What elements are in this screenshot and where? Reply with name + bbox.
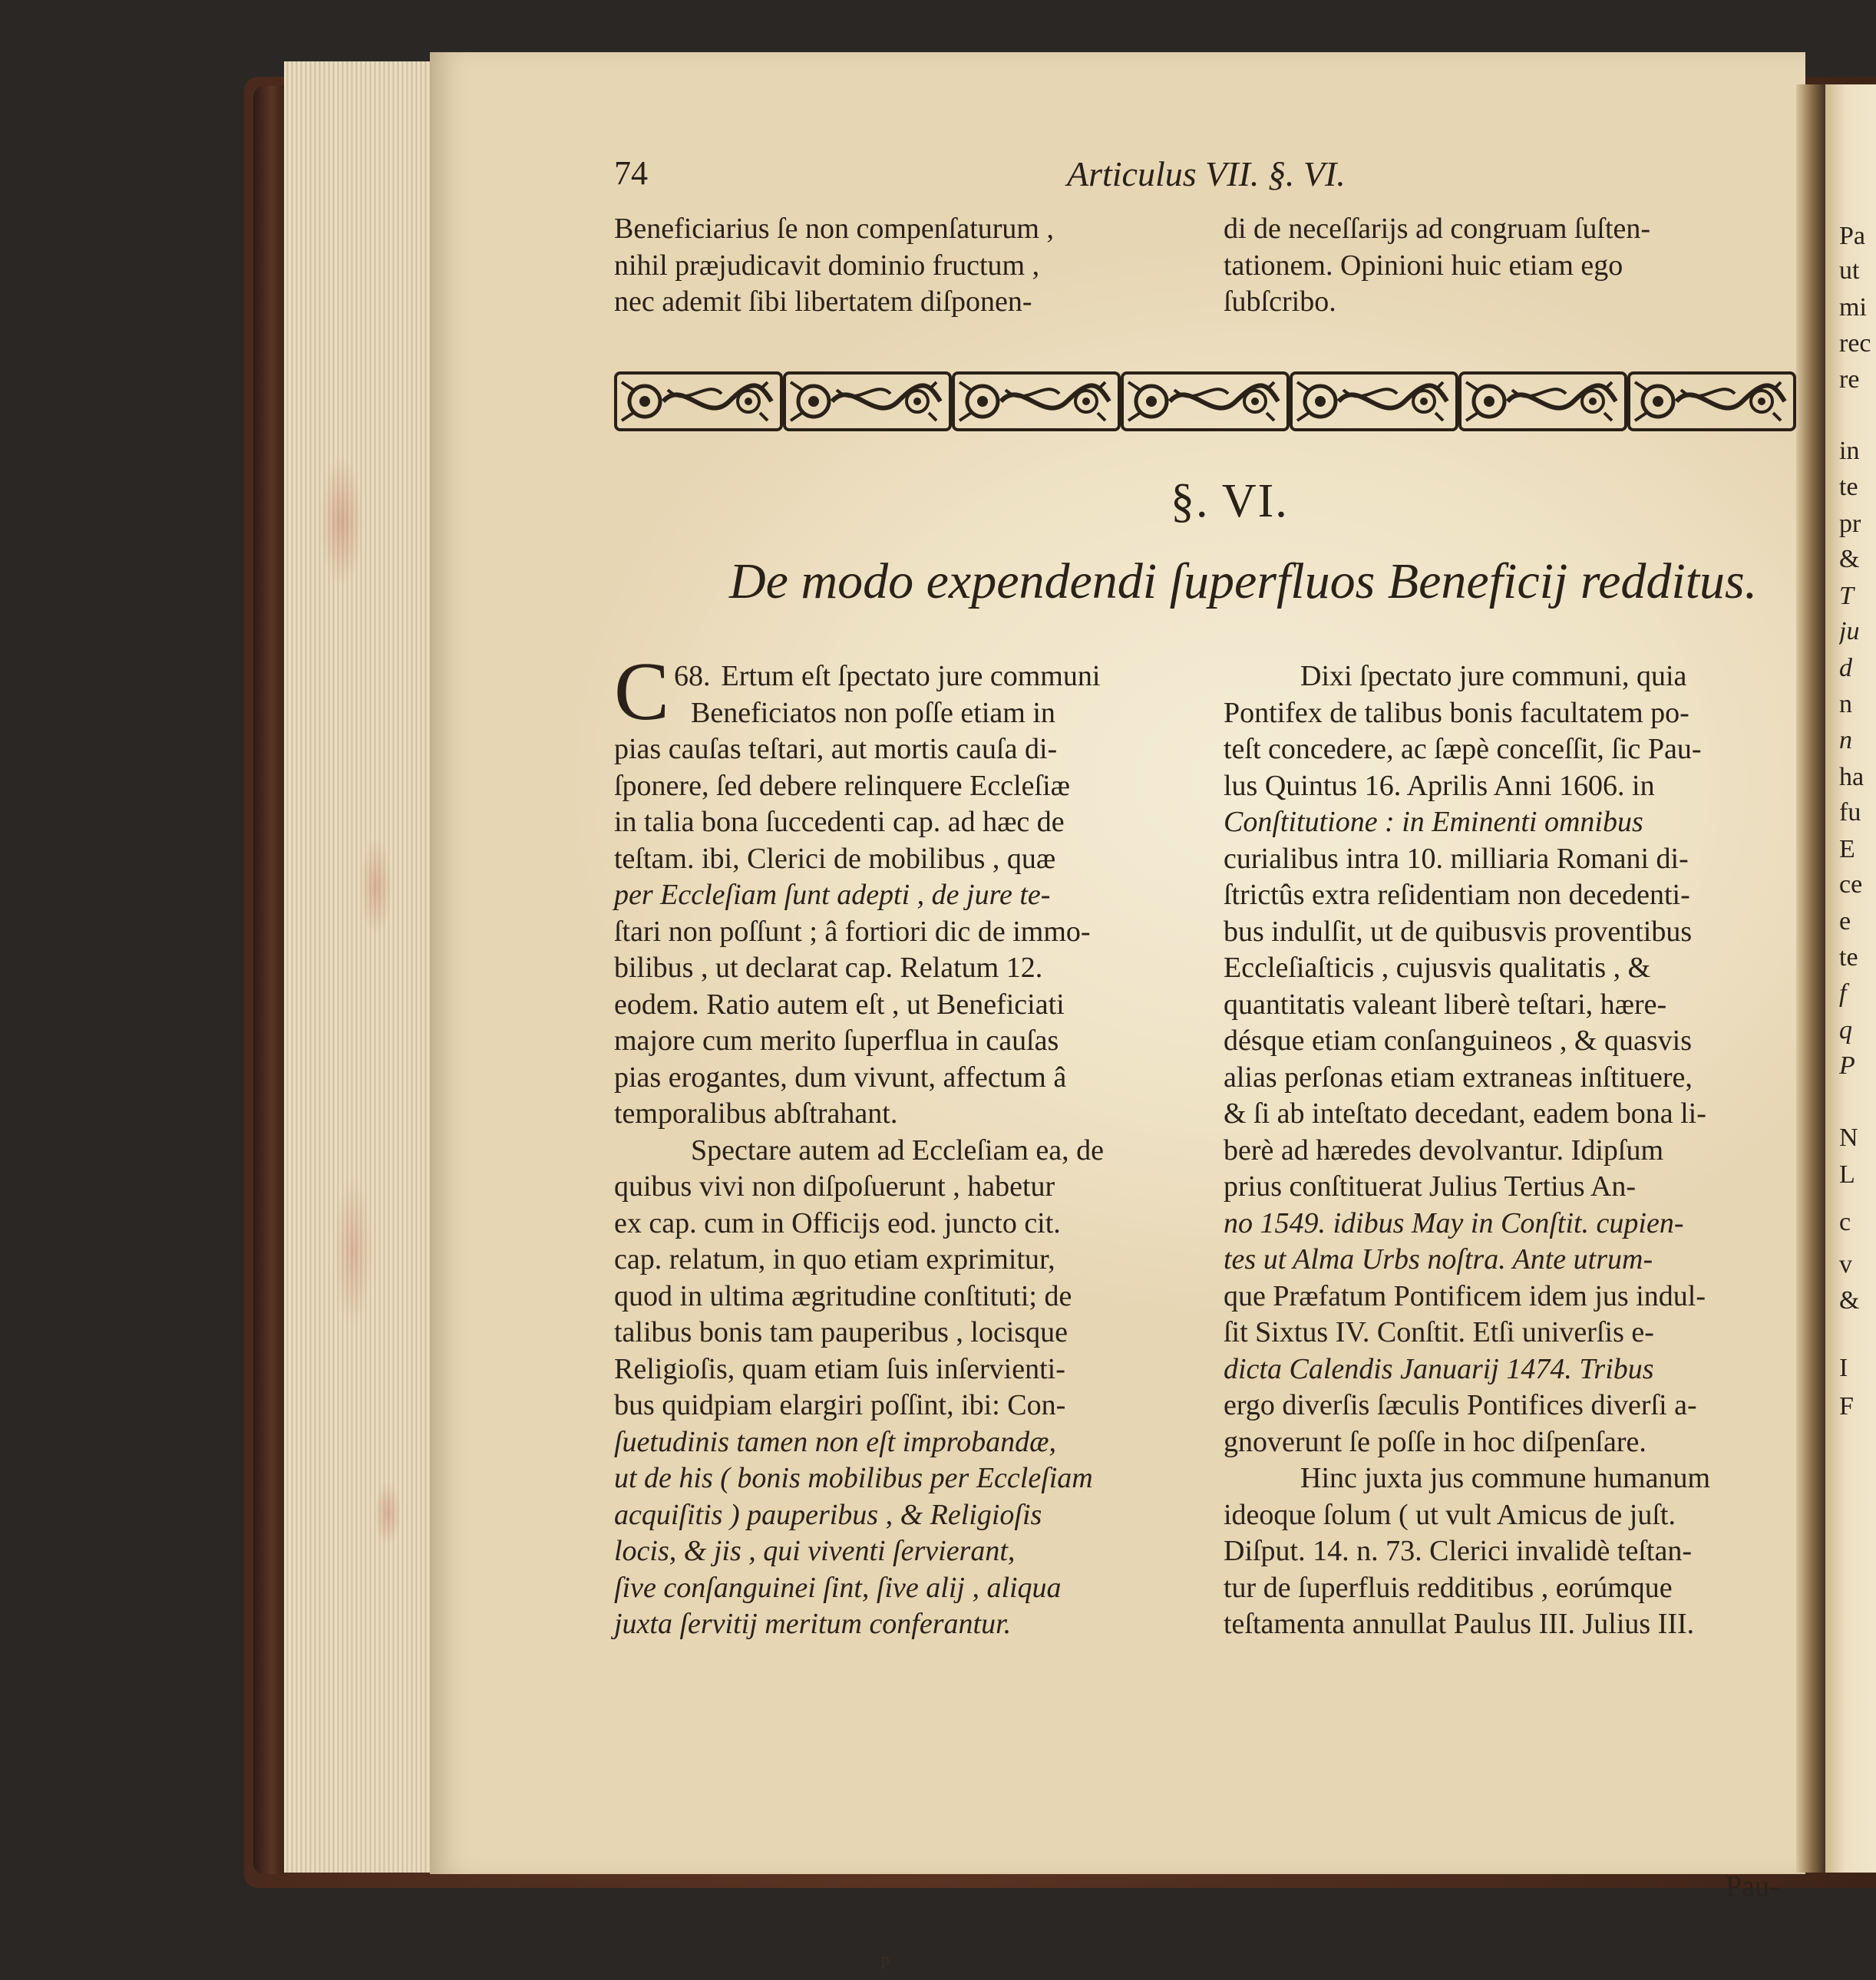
text-line: tes ut Alma Urbs noſtra. Ante utrum- bbox=[1224, 1243, 1653, 1275]
main-left-column bbox=[614, 646, 1190, 1643]
text-line: ſit Sixtus IV. Conſtit. Etſi univerſis e- bbox=[1224, 1316, 1654, 1348]
facing-page-fragment: Pa bbox=[1839, 222, 1865, 250]
facing-page-fragment: c bbox=[1839, 1208, 1851, 1236]
facing-page-fragment: n bbox=[1839, 726, 1852, 754]
facing-page-fragment: P bbox=[1839, 1051, 1855, 1080]
facing-page-fragment: e bbox=[1839, 907, 1851, 936]
text-line: di de neceſſarijs ad congruam ſuſten- bbox=[1224, 213, 1651, 245]
drop-cap: C bbox=[614, 646, 670, 738]
text-line: no 1549. idibus May in Conſtit. cupien- bbox=[1224, 1206, 1684, 1239]
text-line: ex cap. cum in Officijs eod. juncto cit. bbox=[614, 1206, 1061, 1239]
facing-page-fragment: v bbox=[1839, 1250, 1852, 1279]
page-mark: p bbox=[881, 1949, 890, 1968]
text-line: Religioſis, quam etiam ſuis inſervienti- bbox=[614, 1352, 1065, 1385]
text-line: pias cauſas teſtari, aut mortis cauſa di- bbox=[614, 733, 1058, 765]
main-right-column bbox=[1224, 658, 1792, 1643]
text-line: ſubſcribo. bbox=[1224, 285, 1336, 318]
text-line: prius conſtituerat Julius Tertius An- bbox=[1224, 1170, 1637, 1203]
facing-page-fragment: re bbox=[1839, 365, 1860, 394]
facing-page-fragment: F bbox=[1839, 1392, 1854, 1421]
text-line: ſtrictûs extra reſidentiam non decedenti- bbox=[1224, 879, 1690, 911]
text-line: Beneficiarius ſe non compenſaturum , bbox=[614, 213, 1054, 245]
facing-page-fragment: te bbox=[1839, 473, 1858, 501]
facing-page-fragment: ut bbox=[1839, 256, 1860, 285]
text-line: ſive conſanguinei ſint, ſive alij , aliqua bbox=[614, 1571, 1062, 1604]
text-line: Diſput. 14. n. 73. Clerici invalidè teſtan- bbox=[1224, 1535, 1692, 1567]
facing-page-fragment: E bbox=[1839, 835, 1855, 863]
text-line: Dixi ſpectato jure communi, quia bbox=[1300, 660, 1687, 692]
page-edge-stain bbox=[307, 230, 422, 1688]
text-line: gnoverunt ſe poſſe in hoc diſpenſare. bbox=[1224, 1425, 1646, 1458]
facing-page-fragment: f bbox=[1839, 979, 1847, 1008]
text-line: ſtari non poſſunt ; â fortiori dic de immo- bbox=[614, 915, 1091, 948]
facing-page-fragment: ha bbox=[1839, 763, 1864, 791]
paragraph-number: 68. bbox=[674, 660, 711, 692]
section-title: De modo expendendi ſuperfluos Beneficij redditus. bbox=[729, 553, 1758, 609]
facing-page-fragment: N bbox=[1839, 1124, 1858, 1152]
text-line: & ſi ab inteſtato decedant, eadem bona li- bbox=[1224, 1097, 1706, 1130]
catchword: Pau- bbox=[1726, 1870, 1779, 1902]
text-line: nec ademit ſibi libertatem diſponen- bbox=[614, 285, 1032, 318]
text-line: Pontifex de talibus bonis facultatem po- bbox=[1224, 696, 1689, 729]
top-left-column bbox=[614, 211, 1190, 321]
facing-page-fragment: ju bbox=[1839, 617, 1860, 645]
running-title: Articulus VII. §. VI. bbox=[1067, 154, 1346, 193]
facing-page-fragment: & bbox=[1839, 1286, 1860, 1315]
text-line: quod in ultima ægritudine conſtituti; de bbox=[614, 1279, 1072, 1312]
facing-page-fragment: n bbox=[1839, 690, 1852, 718]
text-line: que Præfatum Pontificem idem jus indul- bbox=[1224, 1279, 1706, 1312]
text-line: Spectare autem ad Eccleſiam ea, de bbox=[691, 1134, 1105, 1167]
book-gutter bbox=[1796, 84, 1827, 1873]
text-line: ideoque ſolum ( ut vult Amicus de juſt. bbox=[1224, 1498, 1676, 1531]
facing-page-fragment: T bbox=[1839, 582, 1854, 610]
ornamental-border bbox=[614, 367, 1796, 436]
facing-page-fragment: te bbox=[1839, 943, 1858, 972]
text-line: cap. relatum, in quo etiam exprimitur, bbox=[614, 1243, 1055, 1275]
text-line: dicta Calendis Januarij 1474. Tribus bbox=[1224, 1352, 1654, 1385]
book-spine-edge bbox=[253, 86, 284, 1874]
facing-page-fragment: rec bbox=[1839, 329, 1871, 358]
text-line: quibus vivi non diſpoſuerunt , habetur bbox=[614, 1170, 1055, 1203]
text-line: in talia bona ſuccedenti cap. ad hæc de bbox=[614, 806, 1065, 838]
text-line: eodem. Ratio autem eſt , ut Beneficiati bbox=[614, 988, 1065, 1021]
facing-page-fragment: L bbox=[1839, 1160, 1855, 1189]
facing-page-fragment: in bbox=[1839, 437, 1860, 465]
facing-page-fragment: q bbox=[1839, 1016, 1852, 1044]
text-line: ergo diverſis ſæculis Pontifices diverſi a- bbox=[1224, 1389, 1697, 1421]
page-number: 74 bbox=[614, 154, 648, 192]
text-line: nihil præjudicavit dominio fructum , bbox=[614, 249, 1040, 282]
facing-page-fragment: & bbox=[1839, 545, 1860, 573]
text-line: teſt concedere, ac ſæpè conceſſit, ſic Pau- bbox=[1224, 733, 1702, 765]
section-number: §. VI. bbox=[1171, 475, 1289, 527]
facing-page-fragment: pr bbox=[1839, 510, 1861, 538]
text-line: Eccleſiaſticis , cujusvis qualitatis , & bbox=[1224, 952, 1651, 984]
text-line: Beneficiatos non poſſe etiam in bbox=[691, 696, 1055, 729]
text-line: alias perſonas etiam extraneas inſtituere, bbox=[1224, 1061, 1693, 1094]
facing-page-fragment: mi bbox=[1839, 293, 1867, 322]
text-line: locis, & jis , qui viventi ſervierant, bbox=[614, 1535, 1016, 1567]
text-line: teſtam. ibi, Clerici de mobilibus , quæ bbox=[614, 842, 1056, 875]
text-line: teſtamenta annullat Paulus III. Julius III. bbox=[1224, 1608, 1695, 1640]
top-right-column bbox=[1224, 211, 1792, 321]
facing-page-fragment: fu bbox=[1839, 798, 1861, 827]
text-line: pias erogantes, dum vivunt, affectum â bbox=[614, 1061, 1067, 1094]
text-line: juxta ſervitij meritum conferantur. bbox=[614, 1608, 1012, 1640]
text-line: Ertum eſt ſpectato jure communi bbox=[721, 660, 1101, 692]
text-line: talibus bonis tam pauperibus , locisque bbox=[614, 1316, 1068, 1348]
text-line: quantitatis valeant liberè teſtari, hære- bbox=[1224, 988, 1667, 1021]
text-line: berè ad hæredes devolvantur. Idipſum bbox=[1224, 1134, 1664, 1167]
text-line: curialibus intra 10. milliaria Romani di- bbox=[1224, 842, 1689, 875]
text-line: bilibus , ut declarat cap. Relatum 12. bbox=[614, 952, 1043, 984]
text-line: lus Quintus 16. Aprilis Anni 1606. in bbox=[1224, 769, 1655, 802]
text-line: tur de ſuperfluis redditibus , eorúmque bbox=[1224, 1571, 1673, 1604]
text-line: bus quidpiam elargiri poſſint, ibi: Con- bbox=[614, 1389, 1066, 1421]
text-line: ſponere, ſed debere relinquere Eccleſiæ bbox=[614, 769, 1070, 802]
text-line: désque etiam conſanguineos , & quasvis bbox=[1224, 1025, 1692, 1057]
text-line: majore cum merito ſuperflua in cauſas bbox=[614, 1025, 1059, 1057]
text-line: acquiſitis ) pauperibus , & Religioſis bbox=[614, 1498, 1042, 1531]
facing-page-fragment: d bbox=[1839, 654, 1852, 682]
text-line: Conſtitutione : in Eminenti omnibus bbox=[1224, 806, 1643, 838]
facing-page-fragment: ce bbox=[1839, 870, 1863, 899]
text-line: per Eccleſiam ſunt adepti , de jure te- bbox=[614, 879, 1051, 911]
text-line: Hinc juxta jus commune humanum bbox=[1300, 1462, 1711, 1494]
facing-page-fragment: I bbox=[1839, 1354, 1848, 1382]
text-line: ut de his ( bonis mobilibus per Eccleſiam bbox=[614, 1462, 1093, 1494]
text-line: temporalibus abſtrahant. bbox=[614, 1097, 898, 1130]
text-line: tationem. Opinioni huic etiam ego bbox=[1224, 249, 1623, 282]
text-line: bus indulſit, ut de quibusvis proventibus bbox=[1224, 915, 1693, 948]
text-line: ſuetudinis tamen non eſt improbandæ, bbox=[614, 1425, 1056, 1458]
